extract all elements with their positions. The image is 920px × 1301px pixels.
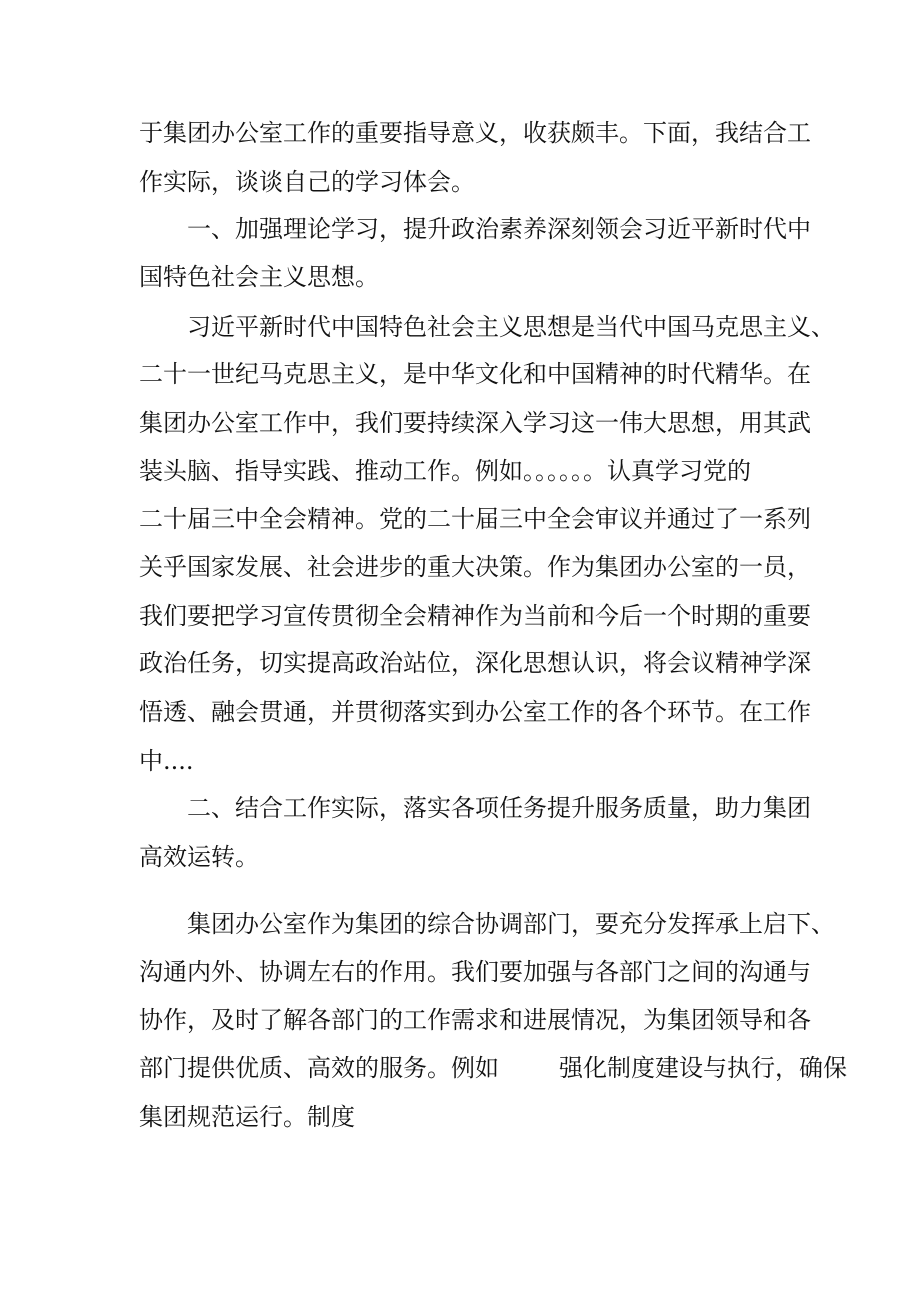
paragraph-1-line-9: 悟透、融会贯通，并贯彻落实到办公室工作的各个环节。在工作 — [139, 698, 811, 726]
paragraph-1-line-5: 二十届三中全会精神。党的二十届三中全会审议并通过了一系列 — [139, 505, 811, 533]
paragraph-2-line-4-part-1: 部门提供优质、高效的服务。例如 — [139, 1054, 499, 1082]
paragraph-2-line-2: 沟通内外、协调左右的作用。我们要加强与各部门之间的沟通与 — [139, 958, 811, 986]
heading-2-line-1: 二、结合工作实际，落实各项任务提升服务质量，助力集团 — [187, 794, 811, 822]
paragraph-2-line-4 — [139, 1053, 847, 1083]
heading-1-line-1: 一、加强理论学习，提升政治素养深刻领会习近平新时代中 — [187, 215, 811, 243]
paragraph-2-line-4-part-2: 强化制度建设与执行，确保 — [559, 1054, 847, 1082]
paragraph-1-line-1: 习近平新时代中国特色社会主义思想是当代中国马克思主义、 — [187, 313, 835, 341]
intro-line-1: 于集团办公室工作的重要指导意义，收获颇丰。下面，我结合工 — [139, 119, 811, 147]
paragraph-2-line-5: 集团规范运行。制度 — [139, 1103, 355, 1131]
paragraph-1-line-10: 中.... — [139, 747, 194, 775]
paragraph-1-line-4: 装头脑、指导实践、推动工作。例如。。。。。。认真学习党的 — [139, 457, 751, 485]
heading-1-line-2: 国特色社会主义思想。 — [139, 263, 379, 291]
intro-line-2: 作实际，谈谈自己的学习体会。 — [139, 168, 475, 196]
heading-2-line-2: 高效运转。 — [139, 843, 259, 871]
paragraph-1-line-2: 二十一世纪马克思主义，是中华文化和中国精神的时代精华。在 — [139, 360, 811, 388]
paragraph-1-line-6: 关乎国家发展、社会进步的重大决策。作为集团办公室的一员， — [139, 553, 811, 581]
paragraph-1-line-7: 我们要把学习宣传贯彻全会精神作为当前和今后一个时期的重要 — [139, 602, 811, 630]
paragraph-1-line-8: 政治任务，切实提高政治站位，深化思想认识，将会议精神学深 — [139, 649, 811, 677]
paragraph-1-line-3: 集团办公室工作中，我们要持续深入学习这一伟大思想，用其武 — [139, 409, 811, 437]
paragraph-2-line-3: 协作，及时了解各部门的工作需求和进展情况，为集团领导和各 — [139, 1006, 811, 1034]
paragraph-2-line-1: 集团办公室作为集团的综合协调部门，要充分发挥承上启下、 — [187, 910, 835, 938]
